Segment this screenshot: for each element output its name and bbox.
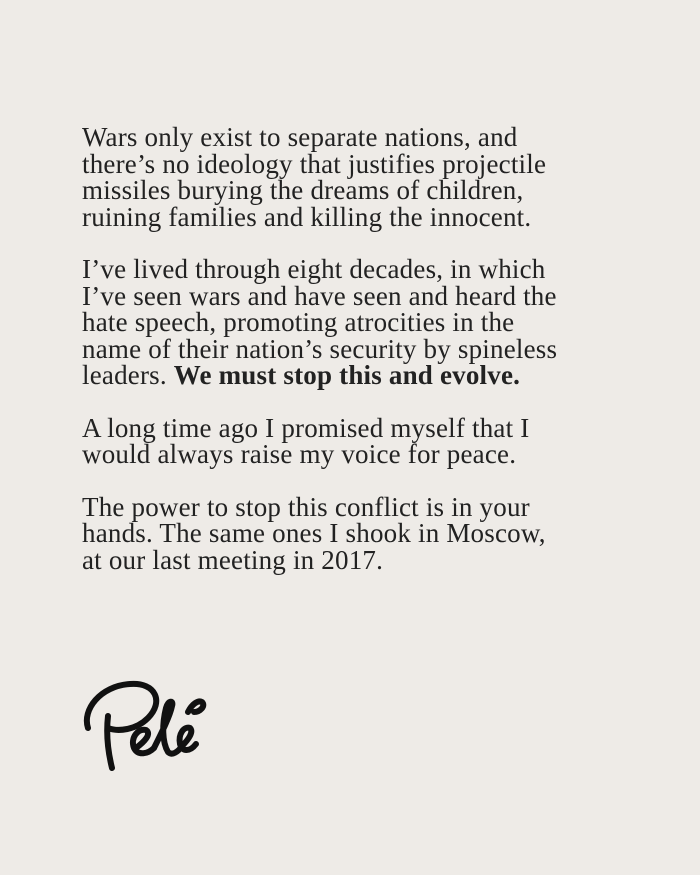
text-line	[82, 362, 682, 389]
text-line: A long time ago I promised myself that I	[82, 412, 530, 443]
text-line: there’s no ideology that justifies projectile	[82, 148, 547, 179]
emphasis-text: We must stop this and evolve.	[173, 360, 521, 390]
text-line: ruining families and killing the innocent.	[82, 201, 532, 232]
signature	[78, 672, 218, 782]
paragraph-4	[82, 491, 682, 575]
text-line: hands. The same ones I shook in Moscow,	[82, 518, 546, 548]
paragraph-3	[82, 412, 682, 469]
text-line: would always raise my voice for peace.	[82, 439, 517, 469]
text-line: at our last meeting in 2017.	[82, 544, 384, 575]
paragraph-2	[82, 256, 682, 389]
text-line: Wars only exist to separate nations, and	[82, 122, 518, 152]
text-line: I’ve seen wars and have seen and heard the	[82, 280, 557, 311]
text-line: name of their nation’s security by spineless	[82, 333, 558, 364]
text-line: hate speech, promoting atrocities in the	[82, 307, 515, 337]
text-line: I’ve lived through eight decades, in which	[82, 254, 546, 284]
text-line: missiles burying the dreams of children,	[82, 175, 524, 205]
paragraph-1	[82, 124, 682, 230]
leaders-text: leaders.	[82, 360, 174, 390]
text-line: The power to stop this conflict is in your	[82, 491, 530, 522]
letter-body	[82, 124, 682, 599]
